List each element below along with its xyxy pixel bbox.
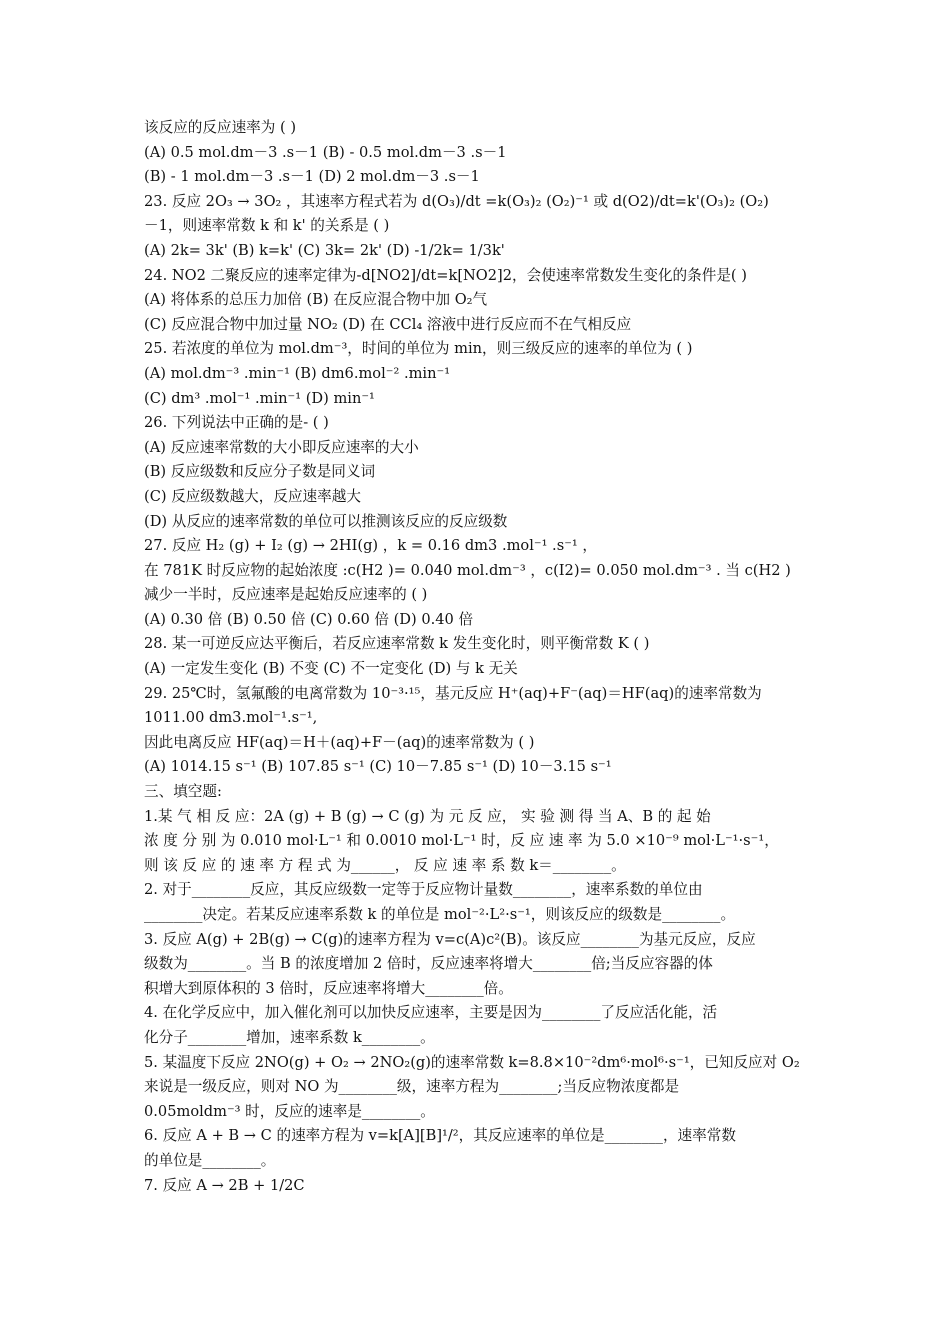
text-line: 1.某 气 相 反 应：2A (g) + B (g) → C (g) 为 元 反 应， 实 验 测 得 当 A、B 的 起 始 (144, 807, 711, 825)
text-line: 1011.00 dm3.mol⁻¹.s⁻¹, (144, 709, 318, 727)
text-line: 3. 反应 A(g) + 2B(g) → C(g)的速率方程为 v=c(A)c²(B)。该反应________为基元反应，反应 (144, 930, 756, 948)
text-line: 7. 反应 A → 2B + 1/2C (144, 1176, 305, 1194)
text-line: 在 781K 时反应物的起始浓度 :c(H2 )= 0.040 mol.dm⁻³ ，c(I2)= 0.050 mol.dm⁻³ . 当 c(H2 ) (144, 561, 791, 579)
text-line: 级数为________。当 B 的浓度增加 2 倍时，反应速率将增大________倍;当反应容器的体 (144, 955, 713, 973)
text-line: －1，则速率常数 k 和 k' 的关系是 ( ) (144, 217, 390, 235)
text-line: 2. 对于________反应，其反应级数一定等于反应物计量数________，速率系数的单位由 (144, 881, 703, 899)
text-line: (C) 反应级数越大，反应速率越大 (144, 487, 361, 505)
text-line: 25. 若浓度的单位为 mol.dm⁻³，时间的单位为 min，则三级反应的速率的单位为 ( ) (144, 340, 693, 358)
text-line: (A) 0.30 倍 (B) 0.50 倍 (C) 0.60 倍 (D) 0.40 倍 (144, 610, 474, 628)
text-line: (A) mol.dm⁻³ .min⁻¹ (B) dm6.mol⁻² .min⁻¹ (144, 364, 451, 382)
text-line: 4. 在化学反应中，加入催化剂可以加快反应速率，主要是因为________了反应活化能，活 (144, 1004, 718, 1022)
document-page (144, 116, 807, 1198)
text-line: 浓 度 分 别 为 0.010 mol·L⁻¹ 和 0.0010 mol·L⁻¹ 时，反 应 速 率 为 5.0 ×10⁻⁹ mol·L⁻¹·s⁻¹， (144, 832, 779, 850)
text-line: (C) 反应混合物中加过量 NO₂ (D) 在 CCl₄ 溶液中进行反应而不在气相反应 (144, 315, 632, 333)
text-line: 减少一半时，反应速率是起始反应速率的 ( ) (144, 586, 428, 604)
text-line: 的单位是________。 (144, 1151, 276, 1169)
text-line: 29. 25℃时，氢氟酸的电离常数为 10⁻³·¹⁵，基元反应 H⁺(aq)+F⁻(aq)＝HF(aq)的速率常数为 (144, 684, 762, 702)
text-line: 27. 反应 H₂ (g) + I₂ (g) → 2HI(g) ，k = 0.16 dm3 .mol⁻¹ .s⁻¹ ， (144, 537, 597, 555)
text-line: 该反应的反应速率为 ( ) (144, 119, 297, 136)
text-line: 23. 反应 2O₃ → 3O₂ ，其速率方程式若为 d(O₃)/dt =k(O₃)₂ (O₂)⁻¹ 或 d(O2)/dt=k'(O₃)₂ (O₂) (144, 192, 769, 210)
text-line: 化分子________增加，速率系数 k________。 (144, 1028, 435, 1046)
text-line: 积增大到原体积的 3 倍时，反应速率将增大________倍。 (144, 979, 513, 997)
text-line: (C) dm³ .mol⁻¹ .min⁻¹ (D) min⁻¹ (144, 389, 375, 407)
text-line: (A) 将体系的总压力加倍 (B) 在反应混合物中加 O₂气 (144, 291, 488, 309)
text-line: (B) 反应级数和反应分子数是同义词 (144, 463, 376, 481)
text-line: 来说是一级反应，则对 NO 为________级，速率方程为________;当反应物浓度都是 (144, 1078, 680, 1096)
text-line: (A) 2k= 3k' (B) k=k' (C) 3k= 2k' (D) -1/2k= 1/3k' (144, 241, 505, 259)
text-line: (A) 一定发生变化 (B) 不变 (C) 不一定变化 (D) 与 k 无关 (144, 660, 518, 678)
text-line: 6. 反应 A + B → C 的速率方程为 v=k[A][B]¹/²，其反应速率的单位是________，速率常数 (144, 1127, 736, 1145)
text-line: (A) 反应速率常数的大小即反应速率的大小 (144, 438, 419, 456)
text-line: 24. NO2 二聚反应的速率定律为-d[NO2]/dt=k[NO2]2，会使速率常数发生变化的条件是( ) (144, 266, 747, 284)
text-line: 则 该 反 应 的 速 率 方 程 式 为______， 反 应 速 率 系 数 k＝________。 (144, 856, 626, 874)
section-heading: 三、填空题: (144, 783, 222, 801)
text-line: 5. 某温度下反应 2NO(g) + O₂ → 2NO₂(g)的速率常数 k=8.8×10⁻²dm⁶·mol⁶·s⁻¹，已知反应对 O₂ (144, 1053, 800, 1071)
text-line: (D) 从反应的速率常数的单位可以推测该反应的反应级数 (144, 512, 508, 530)
text-line: (A) 0.5 mol.dm－3 .s－1 (B) - 0.5 mol.dm－3 .s－1 (144, 143, 507, 161)
text-line: (A) 1014.15 s⁻¹ (B) 107.85 s⁻¹ (C) 10－7.85 s⁻¹ (D) 10－3.15 s⁻¹ (144, 758, 612, 776)
text-line: 0.05moldm⁻³ 时，反应的速率是________。 (144, 1102, 435, 1120)
text-line: (B) - 1 mol.dm－3 .s－1 (D) 2 mol.dm－3 .s－1 (144, 168, 480, 186)
text-line: 26. 下列说法中正确的是- ( ) (144, 414, 329, 432)
text-line: ________决定。若某反应速率系数 k 的单位是 mol⁻²·L²·s⁻¹，则该反应的级数是________。 (144, 906, 736, 923)
text-line: 因此电离反应 HF(aq)＝H＋(aq)+F－(aq)的速率常数为 ( ) (144, 733, 535, 751)
text-line: 28. 某一可逆反应达平衡后，若反应速率常数 k 发生变化时，则平衡常数 K ( ) (144, 635, 650, 653)
